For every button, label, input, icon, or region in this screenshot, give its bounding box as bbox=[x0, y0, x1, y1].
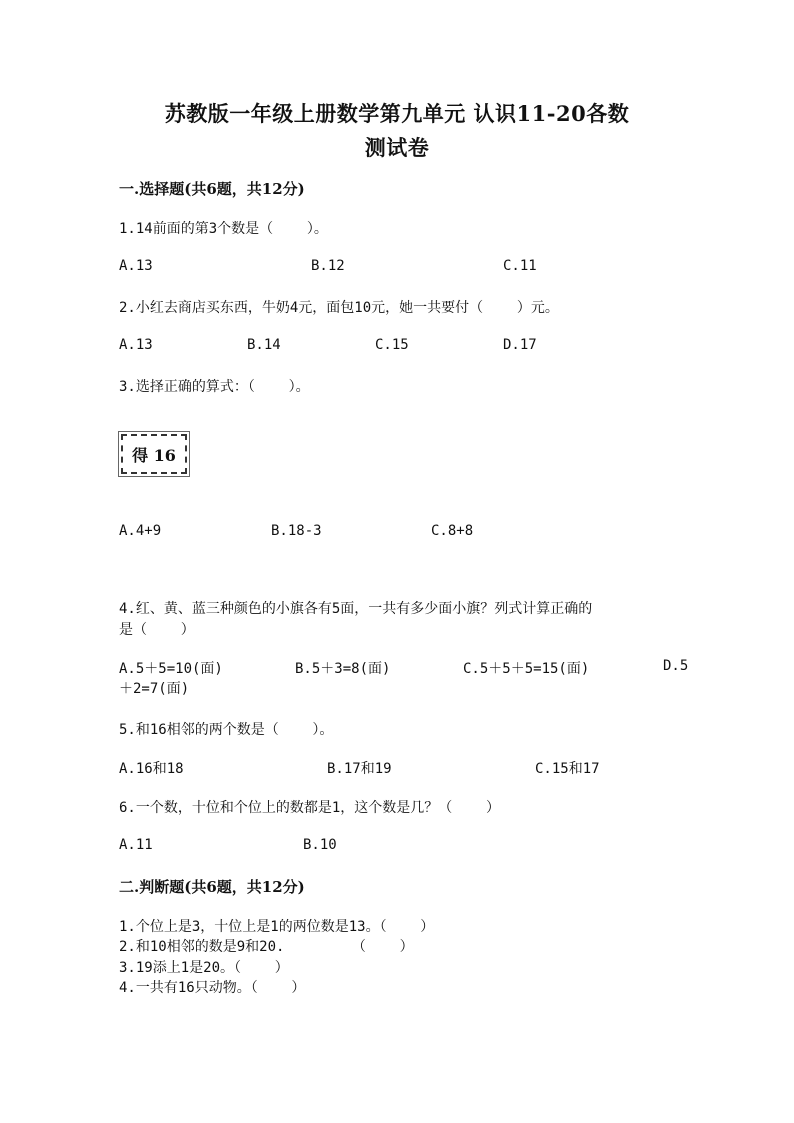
q2-option-a: A.13 bbox=[119, 337, 153, 353]
q4-option-c: C.5＋5＋5=15(面) bbox=[463, 661, 590, 677]
q2-option-b: B.14 bbox=[247, 337, 281, 353]
question-4-line2: 是（ ） bbox=[119, 622, 195, 638]
judge-item-2: 2.和10相邻的数是9和20. （ ） bbox=[119, 939, 414, 955]
q6-option-b: B.10 bbox=[303, 837, 337, 853]
question-6: 6.一个数，十位和个位上的数都是1，这个数是几？（ ） bbox=[119, 800, 500, 816]
section2-heading: 二.判断题(共6题，共12分) bbox=[119, 878, 305, 896]
q4-option-a: A.5＋5=10(面) bbox=[119, 661, 223, 677]
page-title-line2: 测试卷 bbox=[364, 135, 430, 160]
q2-option-d: D.17 bbox=[503, 337, 537, 353]
q2-option-c: C.15 bbox=[375, 337, 409, 353]
question-5: 5.和16相邻的两个数是（ ）。 bbox=[119, 722, 334, 738]
judge-item-3: 3.19添上1是20。（ ） bbox=[119, 960, 289, 976]
judge-item-1: 1.个位上是3，十位上是1的两位数是13。（ ） bbox=[119, 919, 435, 935]
q1-option-a: A.13 bbox=[119, 258, 153, 274]
q1-option-c: C.11 bbox=[503, 258, 537, 274]
q6-option-a: A.11 bbox=[119, 837, 153, 853]
question-4-line1: 4.红、黄、蓝三种颜色的小旗各有5面，一共有多少面小旗？列式计算正确的 bbox=[119, 601, 593, 617]
q4-option-d: D.5 bbox=[663, 658, 689, 674]
question-2: 2.小红去商店买东西，牛奶4元，面包10元，她一共要付（ ）元。 bbox=[119, 300, 559, 316]
q5-option-b: B.17和19 bbox=[327, 761, 392, 777]
question-1: 1.14前面的第3个数是（ ）。 bbox=[119, 221, 328, 237]
q4-option-b: B.5＋3=8(面) bbox=[295, 661, 391, 677]
q1-option-b: B.12 bbox=[311, 258, 345, 274]
q4-option-d-continued: ＋2=7(面) bbox=[119, 681, 190, 697]
q3-option-b: B.18-3 bbox=[271, 523, 322, 539]
q5-option-c: C.15和17 bbox=[535, 761, 600, 777]
q5-option-a: A.16和18 bbox=[119, 761, 184, 777]
section1-heading: 一.选择题(共6题，共12分) bbox=[119, 180, 305, 198]
q3-option-c: C.8+8 bbox=[431, 523, 474, 539]
question-3-image bbox=[121, 434, 187, 474]
question-3: 3.选择正确的算式：（ ）。 bbox=[119, 379, 310, 395]
judge-item-4: 4.一共有16只动物。（ ） bbox=[119, 980, 306, 996]
page-title-line1: 苏教版一年级上册数学第九单元 认识11-20各数 bbox=[164, 101, 630, 126]
question-3-image-text: 得 16 bbox=[132, 445, 176, 465]
q3-option-a: A.4+9 bbox=[119, 523, 162, 539]
